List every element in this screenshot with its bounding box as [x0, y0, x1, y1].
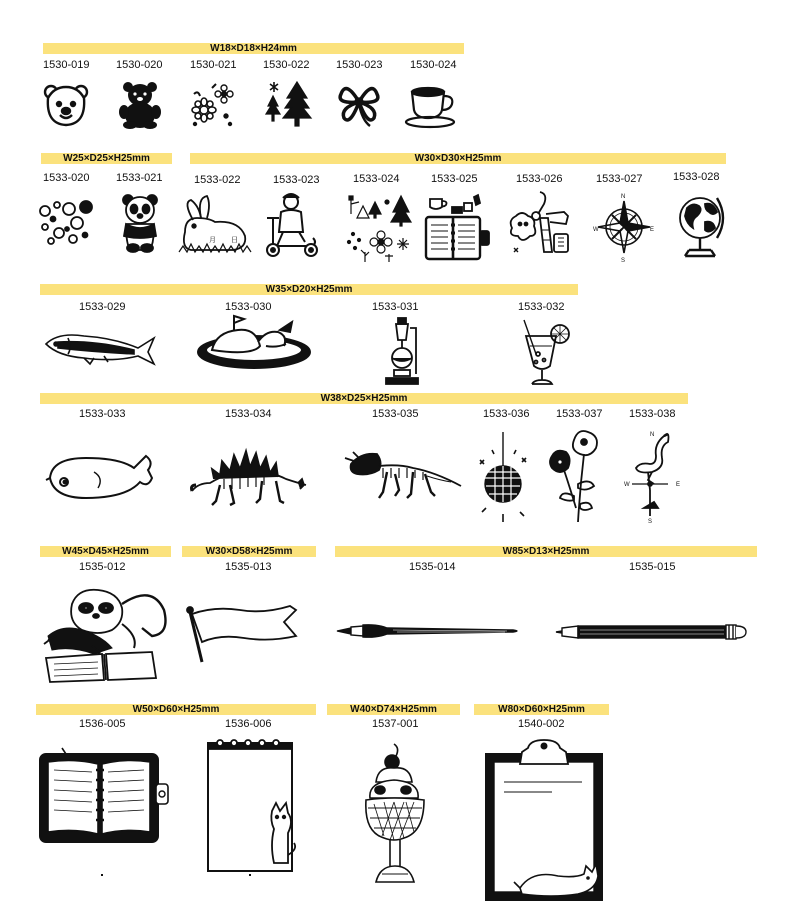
size-label-w30: W30×D30×H25mm: [190, 153, 726, 164]
size-label-w38: W38×D25×H25mm: [40, 393, 688, 404]
product-code: 1530-020: [116, 59, 163, 71]
product-code: 1533-027: [596, 173, 643, 185]
bear-silhouette-icon: [119, 82, 161, 128]
compass-s-label: S: [621, 258, 626, 264]
product-code: 1535-014: [409, 561, 456, 573]
glyph-day: 日: [231, 237, 238, 244]
size-label-w80: W80×D60×H25mm: [474, 704, 609, 715]
scooter-rider-icon: [263, 192, 321, 258]
pencil-icon: [556, 624, 746, 640]
clipboard-cat-icon: [482, 738, 606, 902]
product-code: 1533-035: [372, 408, 419, 420]
flowers-icon: [190, 80, 236, 128]
compass-w-label: W: [593, 227, 599, 233]
product-code: 1540-002: [518, 718, 565, 730]
product-code: 1533-030: [225, 301, 272, 313]
cocktail-icon: [520, 318, 576, 386]
size-label-w35: W35×D20×H25mm: [40, 284, 578, 295]
size-label-w50: W50×D60×H25mm: [36, 704, 316, 715]
keychain-icon: [506, 190, 570, 260]
product-code: 1533-028: [673, 171, 720, 183]
size-label-w40: W40×D74×H25mm: [327, 704, 460, 715]
product-code: 1530-022: [263, 59, 310, 71]
size-label-w25: W25×D25×H25mm: [41, 153, 172, 164]
size-label-w18: W18×D18×H24mm: [43, 43, 464, 54]
product-code: 1533-033: [79, 408, 126, 420]
sloth-writing-icon: [42, 584, 170, 684]
trees-icon: [263, 80, 311, 126]
size-label-w30-d58: W30×D58×H25mm: [182, 546, 316, 557]
stray-mark: [101, 874, 103, 876]
rabbit-icon: [179, 194, 251, 256]
compass-rose-icon: [594, 191, 656, 263]
product-code: 1533-021: [116, 172, 163, 184]
vane-n-label: N: [650, 432, 655, 438]
product-code: 1533-037: [556, 408, 603, 420]
mirror-ball-icon: [478, 432, 528, 524]
compass-n-label: N: [621, 194, 626, 200]
product-code: 1536-005: [79, 718, 126, 730]
vane-e-label: E: [676, 482, 681, 488]
globe-icon: [673, 190, 729, 262]
product-code: 1535-012: [79, 561, 126, 573]
stray-mark: [249, 874, 251, 876]
bear-face-icon: [42, 82, 90, 128]
size-label-w85: W85×D13×H25mm: [335, 546, 757, 557]
planner-set-icon: [424, 193, 490, 261]
product-code: 1536-006: [225, 718, 272, 730]
product-code: 1533-031: [372, 301, 419, 313]
omurice-plate-icon: [196, 316, 314, 370]
product-code: 1530-019: [43, 59, 90, 71]
product-code: 1530-023: [336, 59, 383, 71]
vane-s-label: S: [648, 519, 653, 525]
forest-motifs-icon: [343, 192, 413, 262]
triceratops-skeleton-icon: [343, 446, 463, 504]
product-code: 1533-026: [516, 173, 563, 185]
product-code: 1533-034: [225, 408, 272, 420]
poppy-flowers-icon: [546, 428, 604, 524]
teacup-icon: [404, 82, 458, 128]
product-code: 1533-024: [353, 173, 400, 185]
pufferfish-icon: [46, 448, 156, 500]
clover-icon: [336, 80, 382, 128]
product-code: 1530-021: [190, 59, 237, 71]
flamingo-vane-icon: [624, 428, 684, 524]
vane-w-label: W: [624, 482, 630, 488]
product-code: 1533-029: [79, 301, 126, 313]
product-code: 1537-001: [372, 718, 419, 730]
siphon-coffee-icon: [384, 318, 420, 386]
product-code: 1533-020: [43, 172, 90, 184]
product-code: 1535-015: [629, 561, 676, 573]
product-code: 1533-038: [629, 408, 676, 420]
memo-pad-cat-icon: [204, 737, 298, 875]
product-code: 1533-023: [273, 174, 320, 186]
product-code: 1533-025: [431, 173, 478, 185]
compass-e-label: E: [650, 227, 655, 233]
flag-banner-icon: [184, 580, 310, 662]
open-planner-icon: [38, 748, 170, 844]
dip-pen-icon: [337, 622, 523, 640]
bubbles-icon: [37, 197, 97, 247]
parfait-icon: [360, 742, 430, 892]
panda-icon: [122, 194, 158, 252]
product-code: 1533-022: [194, 174, 241, 186]
stegosaurus-skeleton-icon: [190, 449, 308, 507]
product-code: 1535-013: [225, 561, 272, 573]
product-code: 1533-036: [483, 408, 530, 420]
product-code: 1530-024: [410, 59, 457, 71]
sardine-icon: [44, 328, 156, 366]
size-label-w45: W45×D45×H25mm: [40, 546, 171, 557]
glyph-month: 月: [209, 237, 216, 244]
product-code: 1533-032: [518, 301, 565, 313]
